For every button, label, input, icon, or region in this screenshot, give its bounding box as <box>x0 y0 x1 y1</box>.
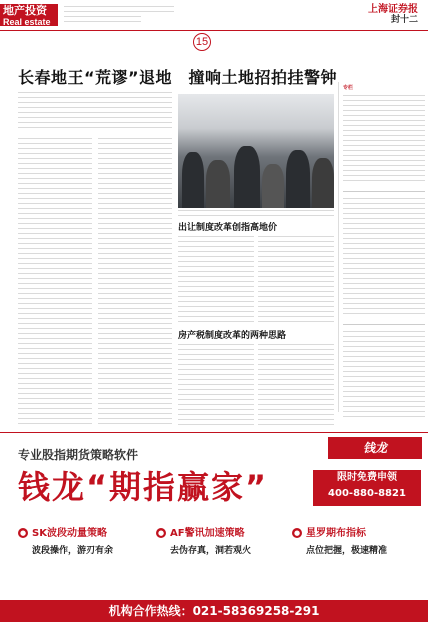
top-rule <box>0 30 428 31</box>
lead-intro <box>18 92 172 132</box>
section-tag <box>0 4 58 26</box>
article1-title: 出让制度改革创指高地价 <box>178 223 278 233</box>
page-number: 15 <box>193 33 211 51</box>
ad-logo: 钱龙 <box>328 437 422 459</box>
trial-label: 限时免费申领 <box>337 472 397 483</box>
feature-2-sub: 去伪存真，洞若观火 <box>170 546 252 556</box>
left-column-1 <box>18 138 92 428</box>
feature-3 <box>292 524 387 556</box>
lead-headline: 长春地王“荒谬”退地 撞响土地招拍挂警钟 <box>18 68 338 87</box>
feature-3-title: 星罗期布指标 <box>306 528 366 539</box>
bullet-icon: ● <box>19 529 27 537</box>
article2-title: 房产税制度改革的两种思路 <box>178 331 287 341</box>
section-cn: 地产投资 <box>3 5 47 17</box>
paper-logo <box>368 4 418 26</box>
ad-phone: 400-880-8821 <box>328 488 406 499</box>
news-photo <box>178 94 334 208</box>
ad-title: 专业股指期货策略软件 <box>18 448 139 462</box>
feature-2-title: AF警讯加速策略 <box>170 528 245 539</box>
article1-col1 <box>178 236 254 324</box>
ad-phone-box <box>313 470 421 506</box>
article1-col2 <box>258 236 334 324</box>
bullet-icon: ● <box>293 529 301 537</box>
paper-name: 上海证券报 <box>368 4 418 15</box>
sidebar-column <box>338 82 424 412</box>
feature-1-sub: 波段操作，游刃有余 <box>32 546 114 556</box>
edition-meta <box>64 6 174 26</box>
day-name: 封十二 <box>390 15 418 25</box>
section-en: Real estate <box>3 17 51 27</box>
left-column-2 <box>98 138 172 428</box>
ad-rule <box>0 432 428 433</box>
feature-1-title: SK波段动量策略 <box>32 528 107 539</box>
bullet-icon: ● <box>157 529 165 537</box>
sidebar-title: 专栏 <box>343 85 354 91</box>
article2-col2 <box>258 344 334 428</box>
ad-hotline: 机构合作热线：021-58369258-291 <box>0 600 428 622</box>
feature-1 <box>18 524 113 556</box>
feature-3-sub: 点位把握，极速精准 <box>306 546 388 556</box>
photo-caption <box>178 210 334 218</box>
article2-col1 <box>178 344 254 428</box>
feature-2 <box>156 524 251 556</box>
ad-slogan: 钱龙“期指赢家” <box>18 468 269 506</box>
